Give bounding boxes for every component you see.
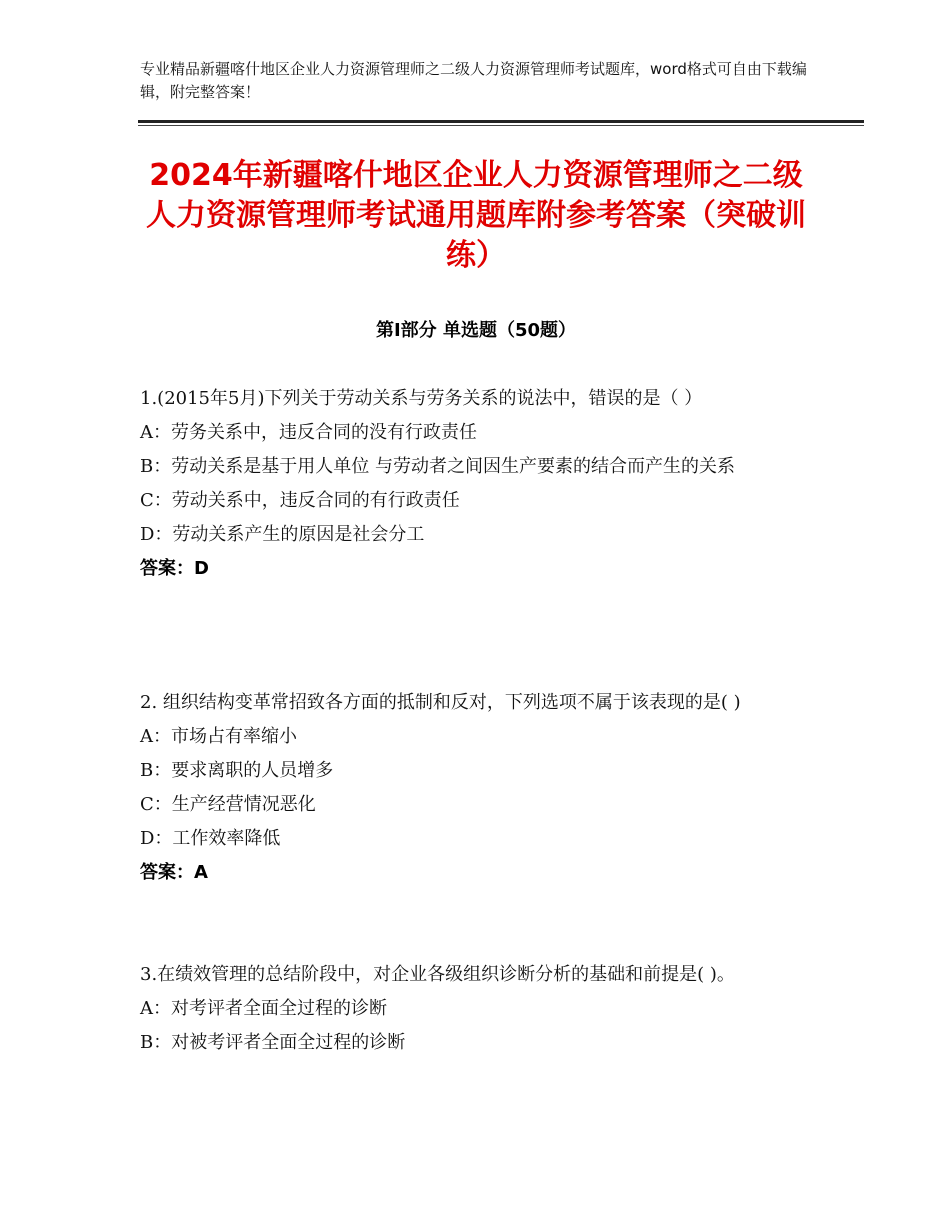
option-c: C：生产经营情况恶化 (140, 794, 316, 815)
header-rule-thick (138, 120, 864, 123)
answer: 答案：A (140, 862, 208, 883)
question-3 (140, 958, 812, 1060)
option-d: D：工作效率降低 (140, 828, 281, 849)
option-a: A：对考评者全面全过程的诊断 (140, 998, 387, 1019)
question-1 (140, 382, 812, 586)
option-a: A：市场占有率缩小 (140, 726, 297, 747)
option-a: A：劳务关系中，违反合同的没有行政责任 (140, 422, 477, 443)
option-d: D：劳动关系产生的原因是社会分工 (140, 524, 425, 545)
question-text: 3.在绩效管理的总结阶段中，对企业各级组织诊断分析的基础和前提是( )。 (140, 964, 735, 985)
header-rule-thin (138, 125, 864, 126)
section-title: 第Ⅰ部分 单选题（50题） (375, 320, 576, 341)
question-2 (140, 686, 812, 890)
option-b: B：要求离职的人员增多 (140, 760, 334, 781)
option-b: B：对被考评者全面全过程的诊断 (140, 1032, 406, 1053)
document-title: 2024年新疆喀什地区企业人力资源管理师之二级人力资源管理师考试通用题库附参考答案（突破训练） (146, 158, 806, 273)
question-text: 1.(2015年5月)下列关于劳动关系与劳务关系的说法中，错误的是（ ） (140, 388, 703, 409)
option-c: C：劳动关系中，违反合同的有行政责任 (140, 490, 460, 511)
answer: 答案：D (140, 558, 209, 579)
option-b: B：劳动关系是基于用人单位 与劳动者之间因生产要素的结合而产生的关系 (140, 456, 735, 477)
header-note: 专业精品新疆喀什地区企业人力资源管理师之二级人力资源管理师考试题库，word格式可自由下载编辑，附完整答案！ (140, 60, 807, 101)
question-text: 2. 组织结构变革常招致各方面的抵制和反对，下列选项不属于该表现的是( ) (140, 692, 741, 713)
